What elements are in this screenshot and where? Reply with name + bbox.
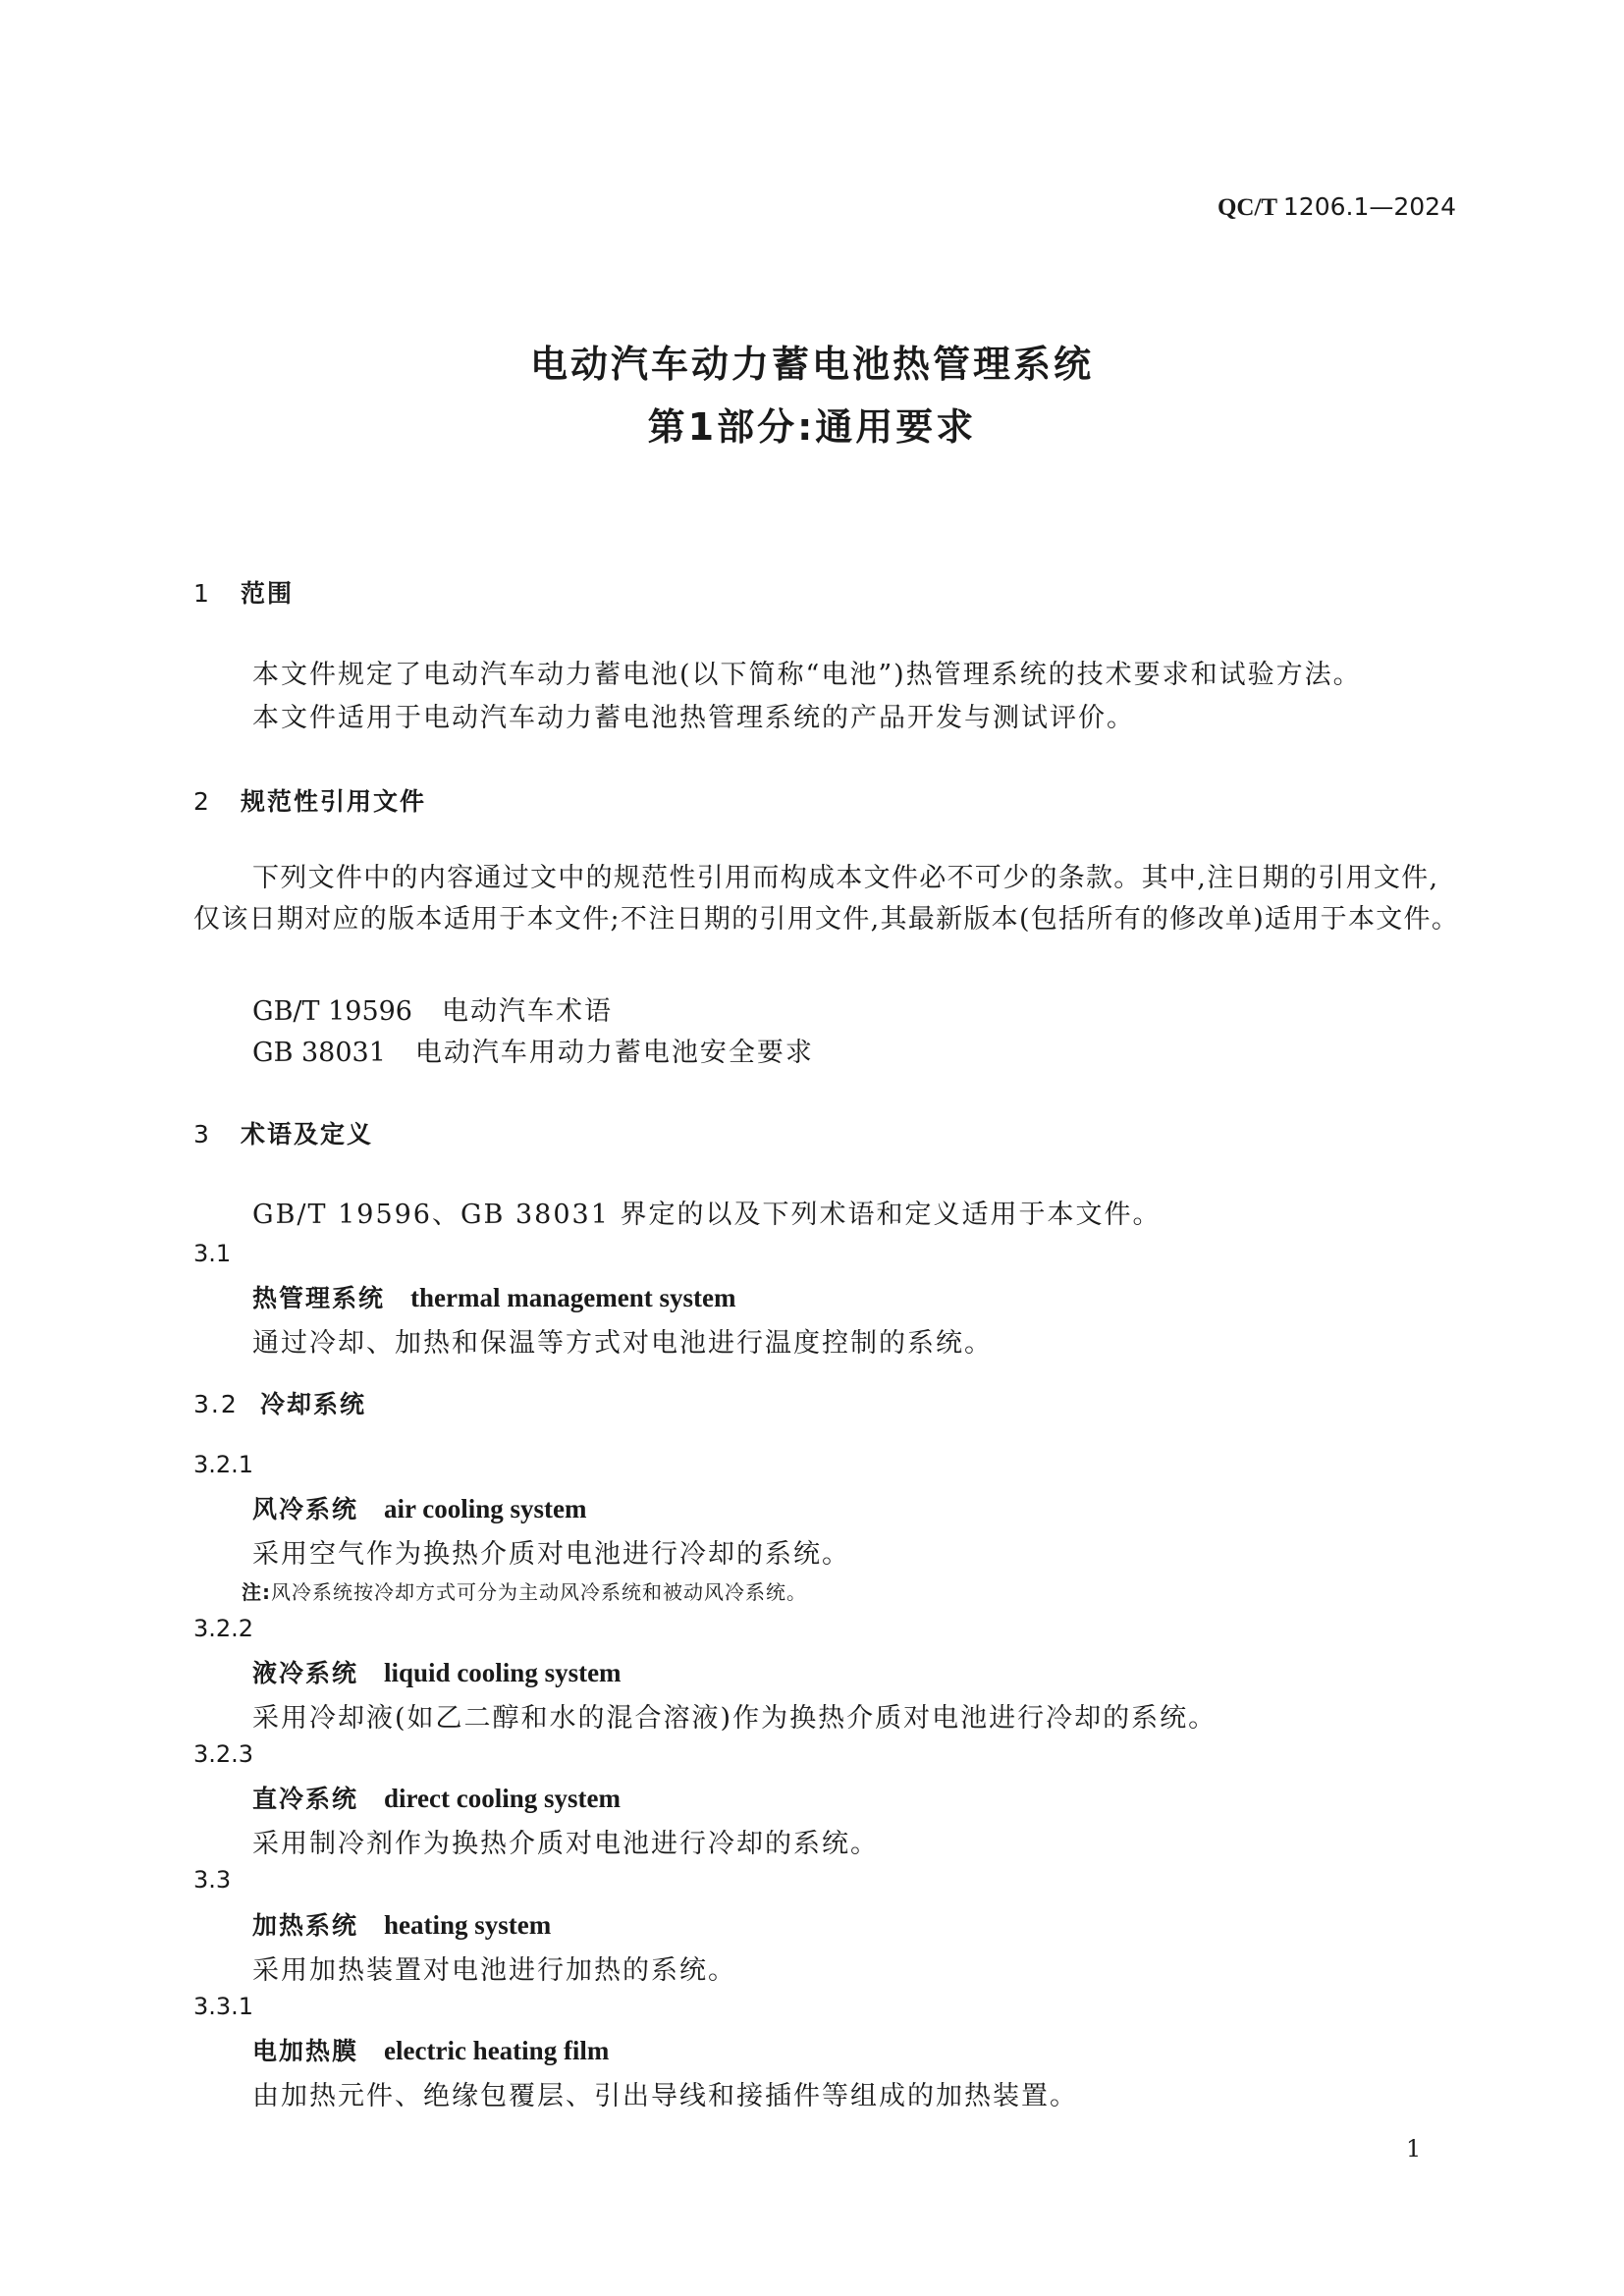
term-english: air cooling system <box>384 1494 587 1523</box>
section-number: 2 <box>193 787 211 816</box>
subsection-title: 冷却系统 <box>260 1390 367 1418</box>
section-heading-scope <box>193 574 294 610</box>
term-number: 3.2.3 <box>193 1740 254 1768</box>
subsection-number: 3.2 <box>193 1390 239 1418</box>
section-title: 范围 <box>241 579 295 608</box>
term-number: 3.1 <box>193 1240 232 1267</box>
term-entry <box>252 2032 609 2067</box>
term-chinese: 加热系统 <box>252 1911 359 1940</box>
section-number: 1 <box>193 579 211 608</box>
term-entry <box>252 1906 551 1942</box>
term-chinese: 风冷系统 <box>252 1495 359 1523</box>
note-label: 注: <box>242 1580 271 1604</box>
term-definition: 采用冷却液(如乙二醇和水的混合溶液)作为换热介质对电池进行冷却的系统。 <box>252 1703 1218 1734</box>
term-chinese: 热管理系统 <box>252 1284 386 1312</box>
term-english: direct cooling system <box>384 1784 621 1813</box>
term-definition: 由加热元件、绝缘包覆层、引出导线和接插件等组成的加热装置。 <box>252 2081 1078 2111</box>
term-chinese: 电加热膜 <box>252 2037 359 2065</box>
paragraph: GB/T 19596、GB 38031 界定的以及下列术语和定义适用于本文件。 <box>252 1200 1162 1230</box>
standard-number: 1206.1—2024 <box>1282 192 1456 221</box>
term-chinese: 液冷系统 <box>252 1659 359 1687</box>
paragraph: 本文件规定了电动汽车动力蓄电池(以下简称“电池”)热管理系统的技术要求和试验方法。 <box>252 660 1362 690</box>
term-chinese: 直冷系统 <box>252 1785 359 1813</box>
section-title: 规范性引用文件 <box>241 787 427 816</box>
note-text: 风冷系统按冷却方式可分为主动风冷系统和被动风冷系统。 <box>271 1580 807 1604</box>
term-english: liquid cooling system <box>384 1658 622 1687</box>
term-english: electric heating film <box>384 2036 610 2065</box>
reference-code: GB/T 19596 <box>252 996 412 1027</box>
reference-title: 电动汽车用动力蓄电池安全要求 <box>414 1038 814 1068</box>
term-entry <box>252 1780 621 1815</box>
page-number: 1 <box>1406 2135 1422 2163</box>
term-entry <box>252 1279 735 1314</box>
term-definition: 采用空气作为换热介质对电池进行冷却的系统。 <box>252 1539 850 1570</box>
reference-title: 电动汽车术语 <box>442 996 613 1027</box>
term-number: 3.3 <box>193 1866 232 1894</box>
term-number: 3.2.2 <box>193 1615 254 1642</box>
term-definition: 通过冷却、加热和保温等方式对电池进行温度控制的系统。 <box>252 1328 993 1359</box>
term-english: heating system <box>384 1910 552 1940</box>
term-number: 3.3.1 <box>193 1993 254 2020</box>
paragraph: 下列文件中的内容通过文中的规范性引用而构成本文件必不可少的条款。其中,注日期的引用文件,仅该日期对应的版本适用于本文件;不注日期的引用文件,其最新版本(包括所有的修改单)适用于本文件。 <box>193 863 1460 934</box>
section-number: 3 <box>193 1120 211 1148</box>
term-english: thermal management system <box>410 1283 736 1312</box>
document-subtitle: 第1部分:通用要求 <box>647 405 977 449</box>
term-definition: 采用加热装置对电池进行加热的系统。 <box>252 1955 736 1986</box>
subsection-heading-cooling-system <box>193 1385 366 1420</box>
paragraph: 本文件适用于电动汽车动力蓄电池热管理系统的产品开发与测试评价。 <box>252 703 1135 733</box>
section-heading-normative-references <box>193 782 426 818</box>
note <box>242 1576 807 1605</box>
term-definition: 采用制冷剂作为换热介质对电池进行冷却的系统。 <box>252 1829 879 1859</box>
document-title: 电动汽车动力蓄电池热管理系统 <box>529 343 1094 386</box>
standard-prefix: QC/T <box>1217 194 1277 221</box>
reference-item <box>252 1031 814 1069</box>
term-number: 3.2.1 <box>193 1451 254 1478</box>
standard-code <box>1218 192 1456 222</box>
reference-code: GB 38031 <box>252 1038 386 1068</box>
reference-item <box>252 989 613 1028</box>
term-entry <box>252 1490 587 1525</box>
section-title: 术语及定义 <box>241 1120 374 1148</box>
section-heading-terms <box>193 1115 373 1150</box>
term-entry <box>252 1654 622 1689</box>
